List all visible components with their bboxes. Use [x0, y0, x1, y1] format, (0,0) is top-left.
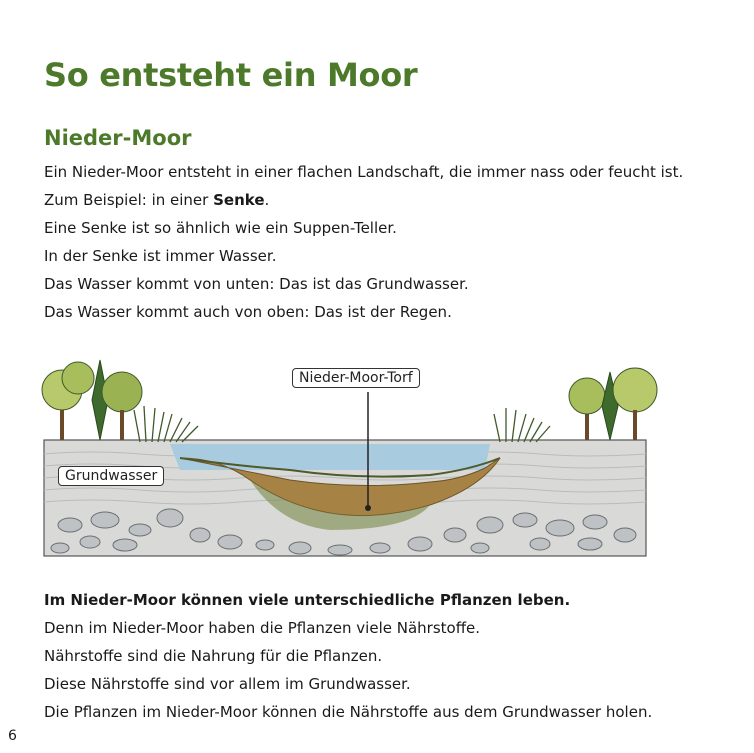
- reeds-right: [494, 408, 550, 442]
- intro-line-4: In der Senke ist immer Wasser.: [44, 247, 277, 265]
- label-peat: Nieder-Moor-Torf: [292, 368, 420, 388]
- intro-line-5: Das Wasser kommt von unten: Das ist das Grundwasser.: [44, 275, 469, 293]
- intro-line-3: Eine Senke ist so ähnlich wie ein Suppen-Teller.: [44, 219, 397, 237]
- plants-line-2: Nährstoffe sind die Nahrung für die Pflanzen.: [44, 647, 383, 665]
- page-number: 6: [8, 728, 17, 744]
- moor-illustration: [30, 330, 660, 570]
- page-title: So entsteht ein Moor: [44, 56, 418, 94]
- plants-line-4: Die Pflanzen im Nieder-Moor können die Nährstoffe aus dem Grundwasser holen.: [44, 703, 653, 721]
- intro-paragraph: [44, 158, 683, 326]
- label-groundwater: Grundwasser: [58, 466, 164, 486]
- plants-paragraph: [44, 586, 652, 726]
- peat-pointer-dot: [365, 505, 371, 511]
- keyword-senke: Senke: [213, 191, 265, 209]
- plants-bold-line: Im Nieder-Moor können viele unterschiedliche Pflanzen leben.: [44, 591, 571, 609]
- reeds-left: [134, 406, 198, 442]
- intro-line-2-text: Zum Beispiel: in einer: [44, 191, 214, 209]
- section-heading: Nieder-Moor: [44, 126, 192, 150]
- plants-line-1: Denn im Nieder-Moor haben die Pflanzen viele Nährstoffe.: [44, 619, 481, 637]
- intro-line-1: Ein Nieder-Moor entsteht in einer flachen Landschaft, die immer nass oder feucht ist.: [44, 163, 684, 181]
- intro-line-6: Das Wasser kommt auch von oben: Das ist der Regen.: [44, 303, 452, 321]
- intro-line-2: [44, 186, 683, 214]
- intro-line-2-end: .: [264, 191, 270, 209]
- moor-cross-section: [30, 330, 660, 570]
- plants-line-3: Diese Nährstoffe sind vor allem im Grundwasser.: [44, 675, 411, 693]
- trees-right: [569, 368, 657, 440]
- trees-left: [42, 360, 142, 440]
